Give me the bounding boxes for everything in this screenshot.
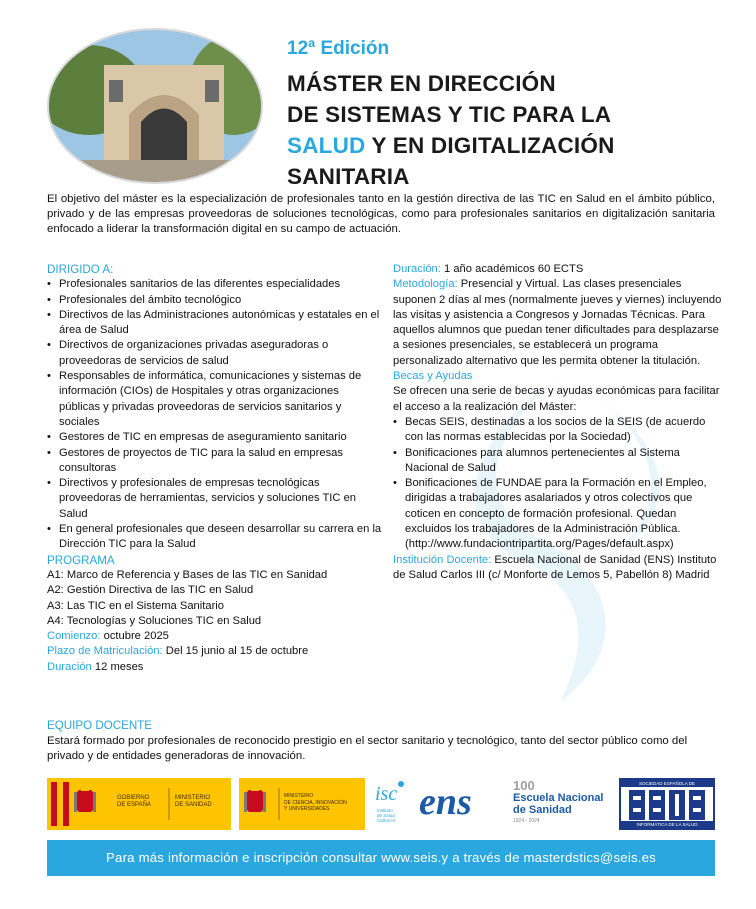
programa-heading: PROGRAMA [47,553,115,567]
building-photo [49,30,261,182]
title-line: MÁSTER EN DIRECCIÓN [287,71,556,96]
becas-heading: Becas y Ayudas [393,370,473,383]
ects-row [393,262,723,277]
programa-item: A4: Tecnologías y Soluciones TIC en Salud [47,614,262,627]
ens-logo [419,778,615,830]
duracion-value: 12 meses [91,660,144,673]
ciencia-innovacion-text: DE CIENCIA, INNOVACIÓN [284,799,347,806]
list-item: • Directivos de organizaciones privadas aseguradoras o proveedoras de servicios de salud [47,338,382,369]
svg-text:isc: isc [375,783,398,805]
plazo-value: Del 15 junio al 15 de octubre [162,645,309,658]
list-item: • En general profesionales que deseen desarrollar su carrera en la Dirección TIC para la Salud [47,522,382,553]
isciii-logo [371,778,415,830]
isciii-line1: Instituto [377,808,393,813]
ministerio-ciencia-text: MINISTERIO [284,793,314,799]
contact-footer: Para más información e inscripción consultar www.seis.y a través de masterdstics@seis.es [47,840,715,876]
right-column [393,262,723,583]
ens-years: 1924 - 2024 [513,818,540,824]
logos-bar [47,778,715,836]
comienzo-label: Comienzo: [47,630,101,643]
programa-item: A3: Las TIC en el Sistema Sanitario [47,599,225,612]
gobierno-text: GOBIERNO [117,795,150,801]
list-item: • Bonificaciones para alumnos pertenecientes al Sistema Nacional de Salud [393,446,723,477]
ens-mark: ens [419,781,472,823]
de-espana-text: DE ESPAÑA [117,802,151,808]
title-line [287,130,747,161]
list-item: • Responsables de informática, comunicaciones y sistemas de información (CIOs) de Hospitales y otras organizaciones públicas y privadas proveedoras de servicios sanitarios y sociales [47,369,382,430]
duracion-label: Duración [47,660,92,673]
left-column [47,262,382,675]
ens-100: 100 [513,778,535,793]
ens-name-line2: de Sanidad [513,804,572,816]
list-item: • Directivos de las Administraciones autonómicas y estatales en el área de Salud [47,308,382,339]
programa-item: A2: Gestión Directiva de las TIC en Salud [47,584,254,597]
metodologia-row [393,277,723,369]
dirigido-heading: DIRIGIDO A: [47,263,114,276]
list-item: • Gestores de TIC en empresas de aseguramiento sanitario [47,430,382,445]
title-line: SANITARIA [287,164,410,189]
institucion-value: Escuela Nacional de Sanidad (ENS) Instituto de Salud Carlos III (c/ Monforte de Lemos 5, Pabellón 8) Madrid [393,553,717,581]
seis-bottom-text: INFORMÁTICA DE LA SALUD [621,821,713,828]
isciii-line2: de Salud [377,813,395,818]
list-item: • Bonificaciones de FUNDAE para la Formación en el Empleo, dirigidas a trabajadores asalariados y otros colectivos que coticen en concepto de formación profesional. Quedan excluidos los trabajadores de la Administración Pública.(http://www.fundaciontripartita.org/Pages/default.aspx) [393,476,723,552]
plazo-row [47,644,382,659]
ministerio-ciencia-logo [239,778,365,830]
equipo-text: Estará formado por profesionales de reconocido prestigio en el sector sanitario y tecnológico, tanto del sector público como del privado y de entidades generadoras de innovación. [47,734,688,762]
ministerio-sanidad-logo [47,778,231,830]
equipo-section [47,718,715,765]
isciii-line3: Carlos III [377,818,396,823]
intro-paragraph: El objetivo del máster es la especialización de profesionales tanto en la gestión directiva de las TIC en Salud en el ámbito público, privado y de las empresas proveedoras de soluciones tecnológicas, como para profesionales sanitarios en digitalización sanitaria enfocado a liderar la transformación digital en su campo de actuación. [47,193,715,235]
list-item: • Gestores de proyectos de TIC para la salud en empresas consultoras [47,446,382,477]
becas-list [393,415,723,553]
title-line-rest: Y EN DIGITALIZACIÓN [365,133,615,158]
edition-label: 12ª Edición [287,38,390,59]
duracion-row [47,660,382,675]
dirigido-list [47,277,382,552]
comienzo-row [47,629,382,644]
list-item: • Becas SEIS, destinadas a los socios de la SEIS (de acuerdo con las normas establecidas por la Sociedad) [393,415,723,446]
programa-item: A1: Marco de Referencia y Bases de las TIC en Sanidad [47,568,328,581]
isciii-mark-icon [371,778,415,812]
seis-top-text: SOCIEDAD ESPAÑOLA DE [621,780,713,787]
metodologia-value: Presencial y Virtual. Las clases presenciales suponen 2 días al mes (normalmente jueves y viernes) incluyendo las visitas y asistencia a Congresos y Jornadas Técnicas. Para aquellos alumnos que puedan tener dificultades para desplazarse a sesiones presenciales, se establecerá un programa personalizado alternativo que les permita obtener la titulación. [393,278,722,367]
institucion-row [393,553,723,584]
comienzo-value: octubre 2025 [100,630,169,643]
de-sanidad-text: DE SANIDAD [175,802,212,808]
plazo-label: Plazo de Matriculación: [47,645,163,658]
duracion-ects-label: Duración: [393,263,441,275]
equipo-heading: EQUIPO DOCENTE [47,719,153,732]
institucion-label: Institución Docente: [393,553,492,566]
seis-logo [619,778,715,830]
universidades-text: Y UNIVERSIDADES [284,806,330,812]
page-title [287,68,747,192]
seis-letters-icon [621,788,713,822]
list-item: • Directivos y profesionales de empresas tecnológicas proveedoras de herramientas, servicios y soluciones TIC en Salud [47,476,382,522]
ministerio-text: MINISTERIO [175,795,211,801]
title-highlight: SALUD [287,133,366,158]
ens-name-line1: Escuela Nacional [513,792,604,804]
metodologia-label: Metodología: [393,278,458,291]
duracion-ects-value: 1 año académicos 60 ECTS [440,263,584,275]
list-item: • Profesionales sanitarios de las diferentes especialidades [47,277,382,292]
list-item: • Profesionales del ámbito tecnológico [47,293,382,308]
title-line: DE SISTEMAS Y TIC PARA LA [287,102,612,127]
becas-intro: Se ofrecen una serie de becas y ayudas económicas para facilitar el acceso a la realización del Máster: [393,385,720,413]
